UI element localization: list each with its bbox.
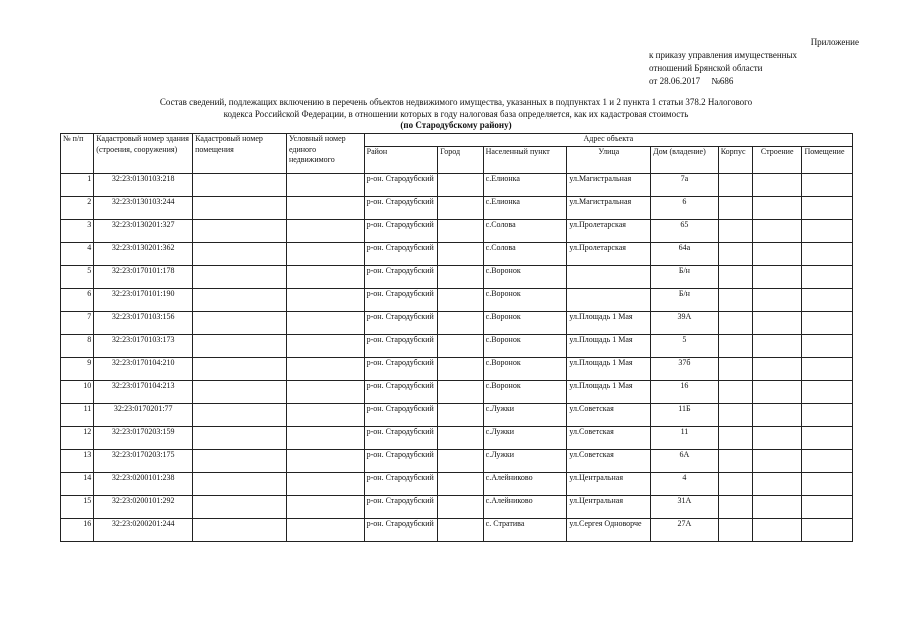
table-row — [61, 496, 853, 519]
cell-city — [438, 197, 483, 220]
cell-num: 12 — [61, 427, 94, 450]
cell-district: р-он. Стародубский — [364, 312, 438, 335]
cell-cond-number — [286, 243, 364, 266]
cell-cond-number — [286, 450, 364, 473]
appendix-title: Приложение — [810, 37, 859, 47]
cell-street: ул.Площадь 1 Мая — [567, 381, 651, 404]
cell-settlement: с.Солова — [483, 243, 567, 266]
cell-num: 6 — [61, 289, 94, 312]
cell-cad-building: 32:23:0170201:77 — [94, 404, 193, 427]
cell-district: р-он. Стародубский — [364, 473, 438, 496]
table-row — [61, 312, 853, 335]
cell-city — [438, 473, 483, 496]
cell-korpus — [718, 381, 752, 404]
cell-korpus — [718, 358, 752, 381]
cell-house: Б/н — [651, 266, 719, 289]
cell-district: р-он. Стародубский — [364, 243, 438, 266]
cell-district: р-он. Стародубский — [364, 289, 438, 312]
table-row — [61, 266, 853, 289]
cell-num: 13 — [61, 450, 94, 473]
cell-city — [438, 289, 483, 312]
col-header-address-group: Адрес объекта — [364, 134, 852, 147]
cell-city — [438, 174, 483, 197]
col-header-street: Улица — [567, 147, 651, 174]
cell-cond-number — [286, 335, 364, 358]
col-header-num: № п/п — [61, 134, 94, 174]
cell-district: р-он. Стародубский — [364, 266, 438, 289]
cell-district: р-он. Стародубский — [364, 450, 438, 473]
col-header-korpus: Корпус — [718, 147, 752, 174]
table-row — [61, 473, 853, 496]
cell-korpus — [718, 243, 752, 266]
cell-num: 14 — [61, 473, 94, 496]
cell-city — [438, 243, 483, 266]
cell-cad-room — [193, 450, 287, 473]
cell-district: р-он. Стародубский — [364, 427, 438, 450]
cell-cad-room — [193, 335, 287, 358]
cell-korpus — [718, 519, 752, 542]
cell-num: 5 — [61, 266, 94, 289]
cell-city — [438, 220, 483, 243]
cell-settlement: с.Воронок — [483, 358, 567, 381]
cell-cad-room — [193, 381, 287, 404]
cell-room — [802, 519, 853, 542]
cell-settlement: с.Воронок — [483, 335, 567, 358]
table-row — [61, 358, 853, 381]
table-row — [61, 243, 853, 266]
cell-district: р-он. Стародубский — [364, 335, 438, 358]
heading-line-1: Состав сведений, подлежащих включению в перечень объектов недвижимого имущества, указанных в подпунктах 1 и 2 пункта 1 статьи 378.2 Налогового — [159, 97, 753, 107]
cell-street: ул.Площадь 1 Мая — [567, 335, 651, 358]
cell-room — [802, 427, 853, 450]
cell-room — [802, 358, 853, 381]
cell-building — [753, 289, 802, 312]
cell-num: 3 — [61, 220, 94, 243]
table-row — [61, 381, 853, 404]
cell-settlement: с.Елионка — [483, 197, 567, 220]
cell-korpus — [718, 220, 752, 243]
cell-num: 10 — [61, 381, 94, 404]
cell-house: 31А — [651, 496, 719, 519]
cell-street: ул.Магистральная — [567, 174, 651, 197]
col-header-district: Район — [364, 147, 438, 174]
col-header-room: Помещение — [802, 147, 853, 174]
cell-district: р-он. Стародубский — [364, 519, 438, 542]
col-header-cond-number: Условный номер единого недвижимого — [286, 134, 364, 174]
cell-building — [753, 243, 802, 266]
cell-settlement: с.Воронок — [483, 381, 567, 404]
cell-settlement: с.Воронок — [483, 312, 567, 335]
table-row — [61, 220, 853, 243]
cell-street: ул.Пролетарская — [567, 220, 651, 243]
cell-house: 4 — [651, 473, 719, 496]
cell-korpus — [718, 473, 752, 496]
cell-district: р-он. Стародубский — [364, 220, 438, 243]
header-row-1 — [61, 134, 853, 147]
cell-cad-building: 32:23:0170203:175 — [94, 450, 193, 473]
cell-room — [802, 381, 853, 404]
table-row — [61, 519, 853, 542]
cell-district: р-он. Стародубский — [364, 381, 438, 404]
cell-num: 11 — [61, 404, 94, 427]
cell-house: 11 — [651, 427, 719, 450]
cell-room — [802, 197, 853, 220]
cell-korpus — [718, 312, 752, 335]
cell-cad-building: 32:23:0170103:156 — [94, 312, 193, 335]
cell-cad-building: 32:23:0170104:210 — [94, 358, 193, 381]
cell-building — [753, 404, 802, 427]
cell-cad-room — [193, 197, 287, 220]
cell-settlement: с.Алейниково — [483, 496, 567, 519]
cell-city — [438, 519, 483, 542]
cell-room — [802, 335, 853, 358]
cell-settlement: с.Лужки — [483, 427, 567, 450]
cell-cad-room — [193, 243, 287, 266]
cell-street — [567, 266, 651, 289]
cell-house: 7а — [651, 174, 719, 197]
cell-house: 11Б — [651, 404, 719, 427]
table-row — [61, 335, 853, 358]
cell-building — [753, 473, 802, 496]
cell-korpus — [718, 496, 752, 519]
cell-room — [802, 450, 853, 473]
cell-cad-room — [193, 220, 287, 243]
cell-num: 16 — [61, 519, 94, 542]
cell-house: 6 — [651, 197, 719, 220]
cell-street: ул.Пролетарская — [567, 243, 651, 266]
cell-building — [753, 427, 802, 450]
cell-cond-number — [286, 197, 364, 220]
cell-cad-room — [193, 358, 287, 381]
cell-korpus — [718, 450, 752, 473]
cell-cad-building: 32:23:0130103:244 — [94, 197, 193, 220]
cell-korpus — [718, 335, 752, 358]
cell-house: 6А — [651, 450, 719, 473]
cell-cad-room — [193, 289, 287, 312]
cell-house: 5 — [651, 335, 719, 358]
document-heading — [60, 97, 852, 132]
cell-city — [438, 312, 483, 335]
cell-settlement: с.Алейниково — [483, 473, 567, 496]
cell-house: 27А — [651, 519, 719, 542]
cell-street: ул.Центральная — [567, 473, 651, 496]
cell-cad-room — [193, 266, 287, 289]
cell-cond-number — [286, 519, 364, 542]
table-row — [61, 197, 853, 220]
cell-num: 1 — [61, 174, 94, 197]
cell-district: р-он. Стародубский — [364, 404, 438, 427]
cell-cond-number — [286, 496, 364, 519]
cell-cond-number — [286, 220, 364, 243]
cell-cad-room — [193, 312, 287, 335]
appendix-line-1: к приказу управления имущественных — [649, 50, 798, 60]
cell-building — [753, 335, 802, 358]
appendix-line-2: отношений Брянской области — [649, 63, 763, 73]
cell-city — [438, 427, 483, 450]
cell-cad-building: 32:23:0170101:178 — [94, 266, 193, 289]
cell-street: ул.Центральная — [567, 496, 651, 519]
cell-korpus — [718, 174, 752, 197]
cell-cond-number — [286, 174, 364, 197]
cell-settlement: с.Елионка — [483, 174, 567, 197]
cell-korpus — [718, 427, 752, 450]
cell-city — [438, 266, 483, 289]
cell-cad-building: 32:23:0170203:159 — [94, 427, 193, 450]
cell-building — [753, 197, 802, 220]
cell-street: ул.Площадь 1 Мая — [567, 312, 651, 335]
cell-cad-room — [193, 174, 287, 197]
cell-cad-room — [193, 473, 287, 496]
cell-street — [567, 289, 651, 312]
cell-house: 64а — [651, 243, 719, 266]
cell-cad-building: 32:23:0130103:218 — [94, 174, 193, 197]
cell-korpus — [718, 289, 752, 312]
cell-cond-number — [286, 427, 364, 450]
col-header-cad-building: Кадастровый номер здания (строения, сооружения) — [94, 134, 193, 174]
cell-house: 16 — [651, 381, 719, 404]
heading-line-2: кодекса Российской Федерации, в отношении которых в году налоговая база определяется, как их кадастровая стоимость — [223, 108, 689, 119]
cell-street: ул.Сергея Одноворче — [567, 519, 651, 542]
cell-district: р-он. Стародубский — [364, 358, 438, 381]
cell-cad-building: 32:23:0170104:213 — [94, 381, 193, 404]
cell-cad-building: 32:23:0130201:327 — [94, 220, 193, 243]
cell-house: 37б — [651, 358, 719, 381]
cell-street: ул.Советская — [567, 404, 651, 427]
col-header-settlement: Населенный пункт — [483, 147, 567, 174]
cell-street: ул.Площадь 1 Мая — [567, 358, 651, 381]
property-register-table — [60, 133, 853, 542]
cell-room — [802, 404, 853, 427]
cell-room — [802, 220, 853, 243]
cell-cad-building: 32:23:0170101:190 — [94, 289, 193, 312]
cell-building — [753, 381, 802, 404]
cell-korpus — [718, 197, 752, 220]
cell-cond-number — [286, 358, 364, 381]
cell-settlement: с.Воронок — [483, 266, 567, 289]
cell-cond-number — [286, 289, 364, 312]
table-body — [61, 174, 853, 542]
col-header-house: Дом (владение) — [651, 147, 719, 174]
cell-city — [438, 358, 483, 381]
cell-cond-number — [286, 404, 364, 427]
cell-cad-room — [193, 427, 287, 450]
cell-cad-building: 32:23:0130201:362 — [94, 243, 193, 266]
cell-building — [753, 220, 802, 243]
cell-settlement: с.Лужки — [483, 450, 567, 473]
cell-street: ул.Советская — [567, 427, 651, 450]
cell-num: 2 — [61, 197, 94, 220]
cell-cad-building: 32:23:0200201:244 — [94, 519, 193, 542]
heading-line-3: (по Стародубскому району) — [400, 120, 512, 130]
table-row — [61, 404, 853, 427]
cell-cad-building: 32:23:0200101:238 — [94, 473, 193, 496]
cell-room — [802, 266, 853, 289]
cell-cad-building: 32:23:0200101:292 — [94, 496, 193, 519]
cell-room — [802, 496, 853, 519]
cell-street: ул.Советская — [567, 450, 651, 473]
cell-settlement: с. Стратива — [483, 519, 567, 542]
appendix-line-3: от 28.06.2017 №686 — [649, 76, 734, 86]
cell-cond-number — [286, 312, 364, 335]
table-row — [61, 450, 853, 473]
col-header-cad-room: Кадастровый номер помещения — [193, 134, 287, 174]
cell-house: 39А — [651, 312, 719, 335]
cell-building — [753, 174, 802, 197]
cell-korpus — [718, 404, 752, 427]
cell-cad-room — [193, 496, 287, 519]
table-row — [61, 289, 853, 312]
appendix-block — [649, 36, 859, 88]
cell-room — [802, 289, 853, 312]
cell-building — [753, 450, 802, 473]
cell-num: 9 — [61, 358, 94, 381]
cell-num: 7 — [61, 312, 94, 335]
cell-district: р-он. Стародубский — [364, 496, 438, 519]
cell-city — [438, 335, 483, 358]
cell-num: 8 — [61, 335, 94, 358]
cell-district: р-он. Стародубский — [364, 197, 438, 220]
col-header-city: Город — [438, 147, 483, 174]
col-header-building: Строение — [753, 147, 802, 174]
cell-building — [753, 312, 802, 335]
cell-cond-number — [286, 473, 364, 496]
cell-room — [802, 473, 853, 496]
cell-settlement: с.Солова — [483, 220, 567, 243]
cell-room — [802, 174, 853, 197]
cell-street: ул.Магистральная — [567, 197, 651, 220]
cell-cad-building: 32:23:0170103:173 — [94, 335, 193, 358]
cell-cond-number — [286, 266, 364, 289]
cell-cad-room — [193, 404, 287, 427]
cell-num: 4 — [61, 243, 94, 266]
cell-city — [438, 450, 483, 473]
cell-building — [753, 266, 802, 289]
cell-room — [802, 312, 853, 335]
cell-building — [753, 358, 802, 381]
cell-district: р-он. Стародубский — [364, 174, 438, 197]
table-row — [61, 174, 853, 197]
cell-num: 15 — [61, 496, 94, 519]
cell-building — [753, 519, 802, 542]
cell-settlement: с.Воронок — [483, 289, 567, 312]
cell-settlement: с.Лужки — [483, 404, 567, 427]
cell-building — [753, 496, 802, 519]
cell-city — [438, 496, 483, 519]
cell-city — [438, 404, 483, 427]
cell-room — [802, 243, 853, 266]
cell-house: 65 — [651, 220, 719, 243]
cell-cad-room — [193, 519, 287, 542]
cell-korpus — [718, 266, 752, 289]
cell-house: Б/н — [651, 289, 719, 312]
table-row — [61, 427, 853, 450]
cell-city — [438, 381, 483, 404]
cell-cond-number — [286, 381, 364, 404]
